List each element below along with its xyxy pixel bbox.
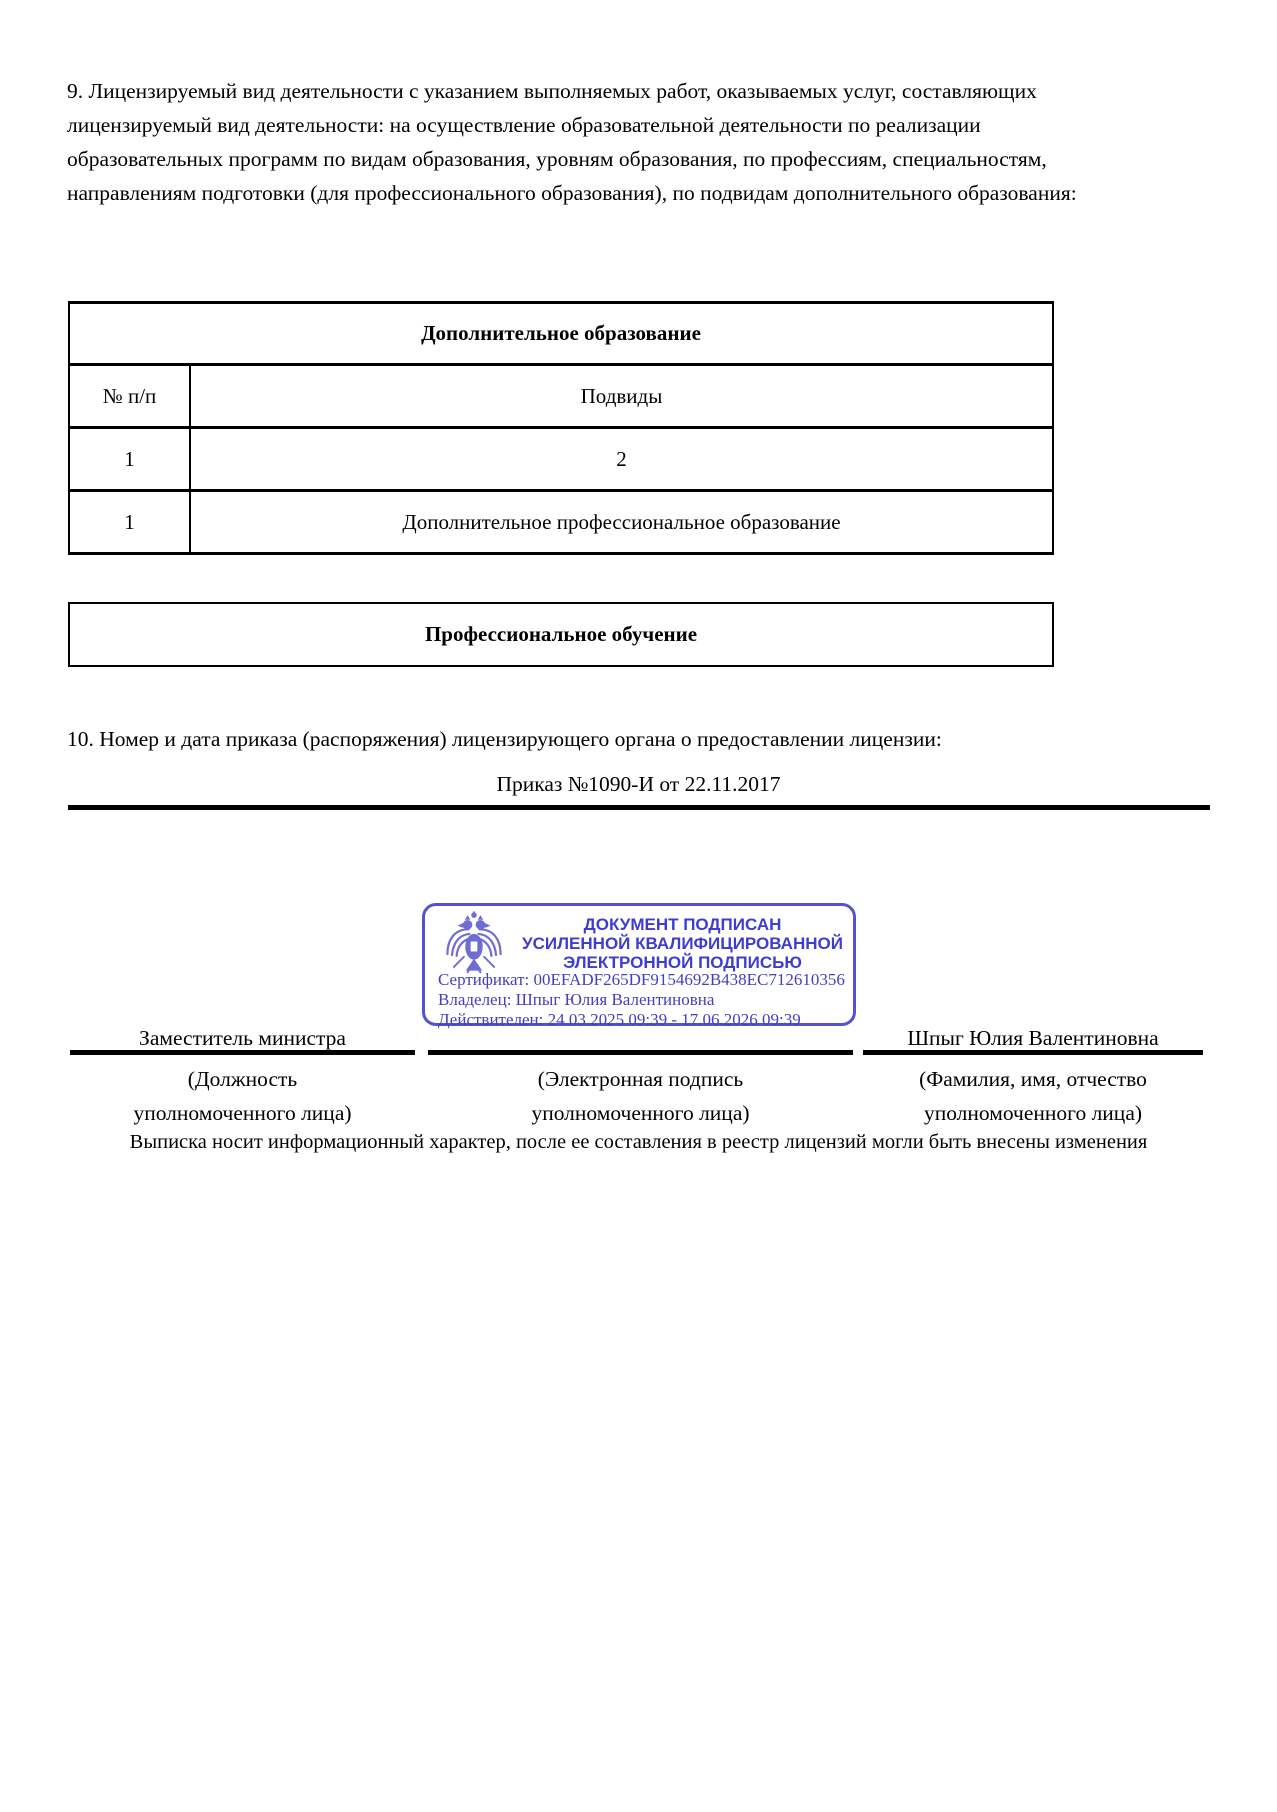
signature-line-name: [863, 1050, 1203, 1055]
signature-line-signature: [428, 1050, 853, 1055]
stamp-info: [438, 970, 847, 1030]
stamp-header-line-2: УСИЛЕННОЙ КВАЛИФИЦИРОВАННОЙ: [522, 934, 843, 953]
section-9-paragraph: 9. Лицензируемый вид деятельности с указанием выполняемых работ, оказываемых услуг, составляющих лицензируемый вид деятельности: на осуществление образовательной деятельности по реализации образовательных программ по видам образования, уровням образования, по профессиям, специальностям, направлениям подготовки (для профессионального образования), по подвидам дополнительного образования:: [67, 79, 1077, 205]
stamp-certificate: Сертификат: 00EFADF265DF9154692B438EC712610356: [438, 970, 845, 989]
signature-label-line-1: (Электронная подпись: [537, 1067, 744, 1091]
additional-education-table: [68, 301, 1054, 555]
position-label-line-1: (Должность: [187, 1067, 298, 1091]
table-title: Дополнительное образование: [69, 303, 1053, 365]
row-value-cell: 2: [190, 428, 1053, 491]
stamp-validity: Действителен: 24.03.2025 09:39 - 17.06.2026 09:39: [438, 1010, 801, 1029]
signature-label-line-2: уполномоченного лица): [531, 1101, 750, 1125]
signer-position: Заместитель министра: [139, 1026, 346, 1050]
row-value-cell: Дополнительное профессиональное образование: [190, 491, 1053, 554]
table-row: [69, 428, 1053, 491]
stamp-header-line-3: ЭЛЕКТРОННОЙ ПОДПИСЬЮ: [563, 953, 802, 972]
horizontal-rule: [68, 805, 1210, 810]
row-number-cell: 1: [69, 428, 190, 491]
row-number-cell: 1: [69, 491, 190, 554]
full-name-label: [863, 1062, 1203, 1130]
professional-training-title: Профессиональное обучение: [424, 622, 698, 646]
position-label: [70, 1062, 415, 1130]
electronic-signature-stamp: [422, 903, 856, 1029]
order-number-line: Приказ №1090-И от 22.11.2017: [496, 772, 781, 796]
stamp-header-line-1: ДОКУМЕНТ ПОДПИСАН: [583, 915, 782, 934]
signer-name: Шпыг Юлия Валентиновна: [907, 1026, 1159, 1050]
professional-training-box: [68, 602, 1054, 667]
section-10-paragraph: 10. Номер и дата приказа (распоряжения) лицензирующего органа о предоставлении лицензии:: [67, 727, 942, 751]
stamp-owner: Владелец: Шпыг Юлия Валентиновна: [438, 990, 715, 1009]
name-label-line-2: уполномоченного лица): [923, 1101, 1143, 1125]
position-label-line-2: уполномоченного лица): [133, 1101, 352, 1125]
table-row: [69, 491, 1053, 554]
column-header-subtypes: Подвиды: [190, 365, 1053, 428]
footer-disclaimer: Выписка носит информационный характер, после ее составления в реестр лицензий могли быть внесены изменения: [129, 1131, 1148, 1153]
column-header-number: № п/п: [69, 365, 190, 428]
stamp-header: [517, 915, 848, 972]
name-label-line-1: (Фамилия, имя, отчество: [919, 1067, 1147, 1091]
signature-line-position: [70, 1050, 415, 1055]
electronic-signature-label: [428, 1062, 853, 1130]
